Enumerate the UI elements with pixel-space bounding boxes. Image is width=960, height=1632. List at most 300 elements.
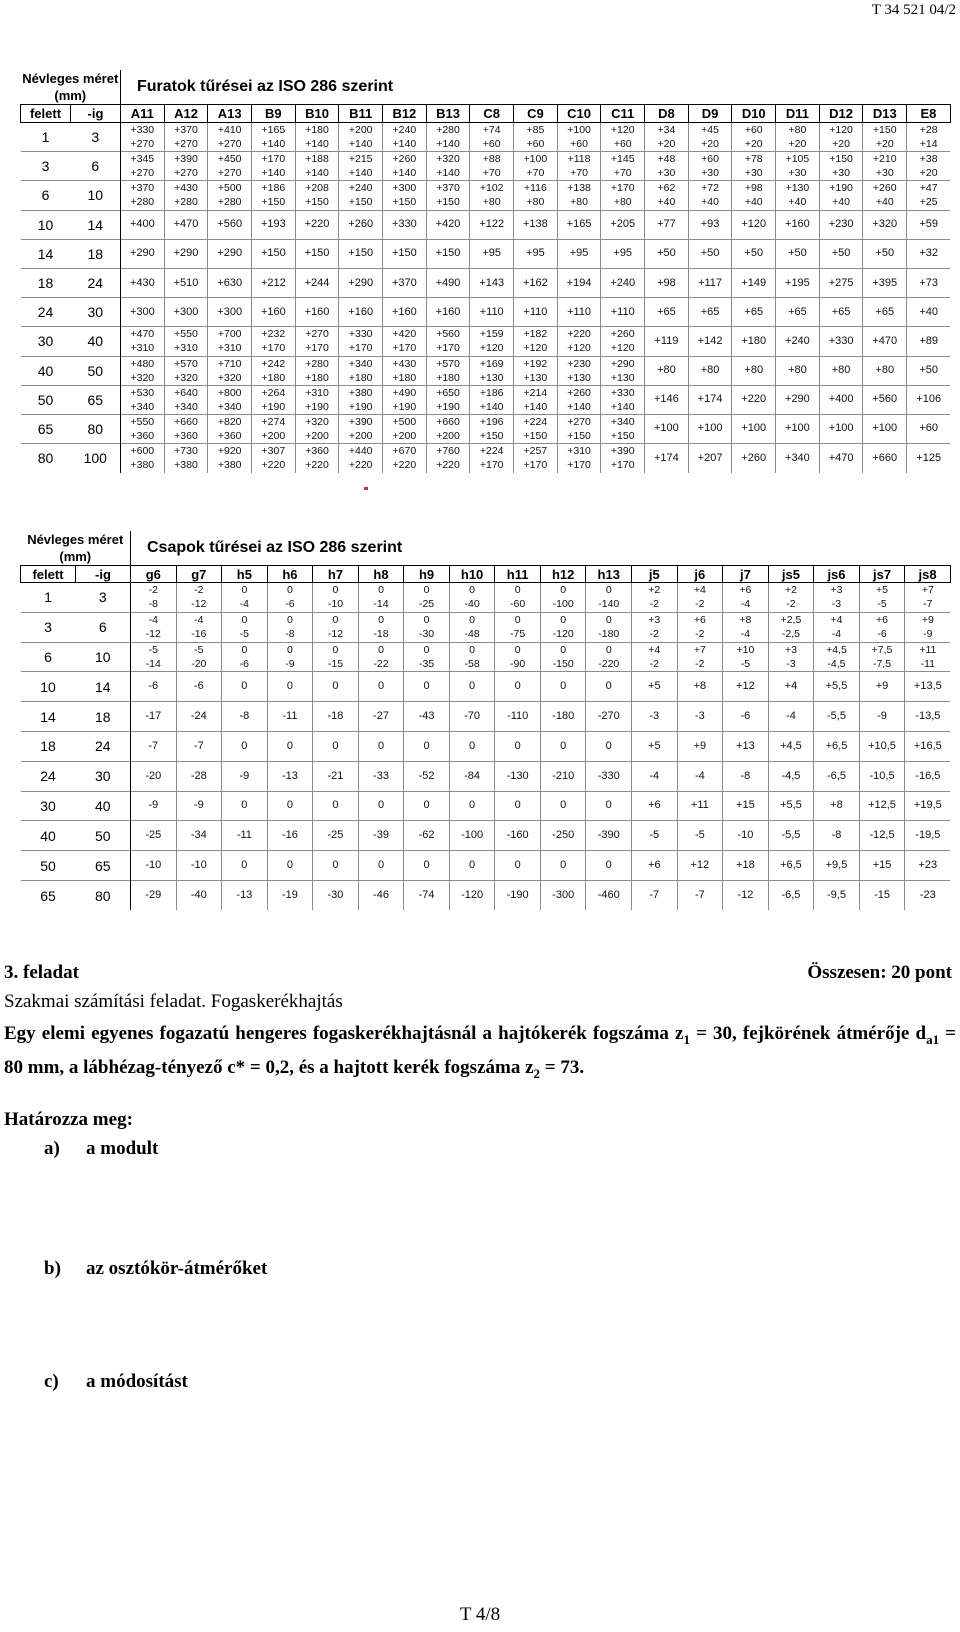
upper-deviation: +6 bbox=[693, 614, 706, 627]
upper-deviation: +440 bbox=[348, 445, 373, 458]
deviation-value: 0 bbox=[377, 680, 385, 693]
tolerance-cell bbox=[688, 268, 732, 297]
tolerance-cell bbox=[164, 239, 208, 268]
size-to: 10 bbox=[76, 642, 131, 672]
tolerance-cell bbox=[176, 851, 222, 881]
size-to: 18 bbox=[71, 239, 121, 268]
table-row bbox=[21, 761, 951, 791]
upper-deviation: +6 bbox=[876, 614, 889, 627]
lower-deviation: +140 bbox=[392, 138, 417, 151]
upper-deviation: +210 bbox=[872, 153, 897, 166]
deviation-value: +80 bbox=[875, 364, 895, 377]
tolerance-column-header: D13 bbox=[863, 105, 907, 123]
tolerance-cell bbox=[176, 880, 222, 910]
lower-deviation: +140 bbox=[567, 400, 591, 413]
upper-deviation: +120 bbox=[610, 124, 635, 137]
lower-deviation: +360 bbox=[174, 429, 198, 442]
upper-deviation: +190 bbox=[829, 182, 853, 195]
tolerance-cell bbox=[907, 356, 951, 385]
tolerance-cell bbox=[252, 298, 296, 327]
upper-deviation: +264 bbox=[261, 386, 286, 399]
deviation-value: +5 bbox=[648, 680, 661, 693]
tolerance-cell bbox=[131, 642, 177, 672]
deviation-value: +340 bbox=[785, 451, 810, 464]
lower-deviation: +70 bbox=[613, 167, 632, 180]
lower-deviation: +130 bbox=[567, 371, 591, 384]
lower-deviation: +280 bbox=[217, 196, 242, 209]
upper-deviation: +760 bbox=[436, 445, 460, 458]
tolerance-cell bbox=[723, 612, 769, 642]
upper-deviation: 0 bbox=[560, 643, 567, 656]
upper-deviation: +45 bbox=[701, 124, 719, 137]
deviation-value: 0 bbox=[469, 739, 476, 752]
tolerance-cell bbox=[222, 821, 268, 851]
size-from: 40 bbox=[21, 356, 71, 385]
tolerance-cell bbox=[814, 702, 860, 732]
tolerance-cell bbox=[495, 672, 541, 702]
tolerance-cell bbox=[383, 414, 427, 443]
deviation-value: 0 bbox=[423, 680, 430, 693]
tolerance-cell bbox=[557, 152, 601, 181]
tolerance-cell bbox=[208, 327, 252, 356]
deviation-value: -6 bbox=[148, 680, 159, 693]
tolerance-cell bbox=[905, 702, 951, 732]
upper-deviation: 0 bbox=[605, 614, 612, 627]
deviation-value: +510 bbox=[173, 276, 199, 289]
deviation-value: +230 bbox=[828, 218, 854, 231]
lower-deviation: +270 bbox=[174, 167, 198, 180]
tolerance-cell bbox=[776, 356, 820, 385]
deviation-value: -12,5 bbox=[869, 829, 895, 842]
question-a bbox=[44, 1138, 158, 1160]
lower-deviation: +180 bbox=[261, 371, 286, 384]
upper-deviation: +6 bbox=[739, 584, 752, 597]
lower-deviation: +150 bbox=[523, 429, 548, 442]
tolerance-cell bbox=[176, 702, 222, 732]
lower-deviation: +20 bbox=[919, 167, 938, 180]
deviation-value: +162 bbox=[522, 276, 548, 289]
task-subtitle: Szakmai számítási feladat. Fogaskerékhajtás bbox=[4, 991, 343, 1012]
tolerance-cell bbox=[907, 181, 951, 210]
tolerance-cell bbox=[131, 672, 177, 702]
tolerance-cell bbox=[426, 327, 470, 356]
lower-deviation: +140 bbox=[436, 138, 460, 151]
lower-deviation: +170 bbox=[436, 342, 460, 355]
upper-deviation: +650 bbox=[436, 386, 460, 399]
deviation-value: +180 bbox=[741, 334, 767, 347]
tolerance-cell bbox=[222, 583, 268, 613]
size-to: 50 bbox=[76, 821, 131, 851]
upper-deviation: +80 bbox=[788, 124, 807, 137]
deviation-value: +150 bbox=[435, 247, 461, 260]
deviation-value: +80 bbox=[744, 364, 764, 377]
tolerance-cell bbox=[404, 791, 450, 821]
deviation-value: -74 bbox=[418, 889, 435, 902]
upper-deviation: +98 bbox=[744, 182, 763, 195]
upper-deviation: +74 bbox=[482, 124, 501, 137]
tolerance-cell bbox=[252, 268, 296, 297]
upper-deviation: 0 bbox=[332, 614, 339, 627]
lower-deviation: +120 bbox=[610, 342, 635, 355]
tolerance-cell bbox=[449, 761, 495, 791]
deviation-value: +630 bbox=[217, 276, 243, 289]
tolerance-column-header: h9 bbox=[404, 566, 450, 583]
tolerance-cell bbox=[339, 298, 383, 327]
lower-deviation: +70 bbox=[526, 167, 545, 180]
upper-deviation: +100 bbox=[523, 153, 548, 166]
lower-deviation: +170 bbox=[567, 459, 591, 472]
upper-deviation: +530 bbox=[130, 386, 155, 399]
tolerance-cell bbox=[632, 821, 678, 851]
deviation-value: +300 bbox=[217, 305, 243, 318]
tolerance-cell bbox=[164, 385, 208, 414]
upper-deviation: 0 bbox=[423, 643, 430, 656]
deviation-value: +50 bbox=[919, 364, 939, 377]
upper-deviation: +8 bbox=[739, 614, 752, 627]
tolerance-cell bbox=[768, 821, 814, 851]
task-description bbox=[4, 1020, 956, 1088]
lower-deviation: +180 bbox=[392, 371, 417, 384]
tolerance-cell bbox=[814, 731, 860, 761]
deviation-value: +80 bbox=[657, 364, 676, 377]
tolerance-cell bbox=[540, 642, 586, 672]
deviation-value: -24 bbox=[190, 710, 207, 723]
tolerance-cell bbox=[586, 791, 632, 821]
tolerance-cell bbox=[383, 385, 427, 414]
lower-deviation: +190 bbox=[436, 400, 460, 413]
tolerance-cell bbox=[768, 880, 814, 910]
upper-deviation: +660 bbox=[174, 415, 198, 428]
table-row bbox=[21, 642, 951, 672]
tolerance-cell bbox=[495, 702, 541, 732]
tolerance-cell bbox=[586, 731, 632, 761]
tolerance-cell bbox=[252, 210, 296, 239]
upper-deviation: +320 bbox=[436, 153, 460, 166]
size-to: 14 bbox=[76, 672, 131, 702]
deviation-value: +300 bbox=[173, 305, 199, 318]
lower-deviation: +40 bbox=[701, 196, 719, 209]
tolerance-cell bbox=[339, 414, 383, 443]
size-to: 14 bbox=[71, 210, 121, 239]
deviation-value: -160 bbox=[506, 829, 529, 842]
upper-deviation: +4 bbox=[648, 643, 661, 656]
tolerance-column-header: j6 bbox=[677, 566, 723, 583]
tolerance-cell bbox=[295, 444, 339, 473]
tolerance-cell bbox=[131, 583, 177, 613]
deviation-value: 0 bbox=[332, 739, 339, 752]
deviation-value: +19,5 bbox=[913, 799, 942, 812]
tolerance-cell bbox=[404, 761, 450, 791]
lower-deviation: +140 bbox=[305, 167, 329, 180]
lower-deviation: +60 bbox=[613, 138, 632, 151]
tolerance-cell bbox=[905, 731, 951, 761]
deviation-value: -13,5 bbox=[915, 710, 941, 723]
tolerance-cell bbox=[383, 210, 427, 239]
upper-deviation: +340 bbox=[610, 415, 635, 428]
upper-deviation: +730 bbox=[174, 445, 198, 458]
lower-deviation: -12 bbox=[327, 628, 344, 641]
table-row bbox=[21, 181, 951, 210]
lower-deviation: -6 bbox=[239, 657, 250, 670]
tolerance-column-header: D8 bbox=[645, 105, 689, 123]
tolerance-cell bbox=[495, 821, 541, 851]
lower-deviation: +20 bbox=[875, 138, 894, 151]
size-from: 1 bbox=[21, 123, 71, 152]
deviation-value: -300 bbox=[552, 889, 575, 902]
upper-deviation: -5 bbox=[148, 643, 158, 656]
deviation-value: +138 bbox=[522, 218, 548, 231]
deviation-value: 0 bbox=[241, 859, 248, 872]
tolerance-cell bbox=[404, 612, 450, 642]
tolerance-cell bbox=[819, 181, 863, 210]
tolerance-column-header: js5 bbox=[768, 566, 814, 583]
lower-deviation: +120 bbox=[523, 342, 548, 355]
tolerance-cell bbox=[495, 612, 541, 642]
deviation-value: +65 bbox=[875, 305, 895, 318]
tolerance-cell bbox=[645, 385, 689, 414]
lower-deviation: +30 bbox=[875, 167, 894, 180]
deviation-value: 0 bbox=[286, 680, 293, 693]
tolerance-cell bbox=[905, 821, 951, 851]
tolerance-cell bbox=[404, 880, 450, 910]
tolerance-cell bbox=[383, 298, 427, 327]
deviation-value: +32 bbox=[919, 247, 939, 260]
deviation-value: -330 bbox=[597, 769, 620, 782]
deviation-value: +149 bbox=[741, 276, 767, 289]
tolerance-cell bbox=[449, 791, 495, 821]
lower-deviation: +180 bbox=[436, 371, 460, 384]
size-from: 40 bbox=[21, 821, 76, 851]
table-row bbox=[21, 210, 951, 239]
upper-deviation: +274 bbox=[261, 415, 286, 428]
tolerance-cell bbox=[632, 642, 678, 672]
table-row bbox=[21, 880, 951, 910]
deviation-value: +290 bbox=[348, 276, 374, 289]
deviation-value: +146 bbox=[654, 393, 679, 406]
deviation-value: -210 bbox=[552, 769, 575, 782]
tolerance-cell bbox=[645, 181, 689, 210]
lower-deviation: -25 bbox=[418, 598, 435, 611]
deviation-value: -110 bbox=[507, 710, 529, 723]
tolerance-cell bbox=[495, 851, 541, 881]
lower-deviation: +310 bbox=[217, 342, 242, 355]
deviation-value: +470 bbox=[173, 218, 199, 231]
lower-deviation: +140 bbox=[261, 138, 286, 151]
lower-deviation: -15 bbox=[327, 657, 344, 670]
deviation-value: +300 bbox=[129, 305, 155, 318]
upper-deviation: +345 bbox=[130, 153, 155, 166]
deviation-value: +95 bbox=[526, 247, 545, 260]
tolerance-cell bbox=[905, 880, 951, 910]
tolerance-cell bbox=[208, 239, 252, 268]
tolerance-cell bbox=[677, 731, 723, 761]
lower-deviation: +40 bbox=[657, 196, 676, 209]
lower-deviation: -180 bbox=[598, 628, 620, 641]
tolerance-cell bbox=[601, 444, 645, 473]
tolerance-cell bbox=[863, 123, 907, 152]
deviation-value: +290 bbox=[173, 247, 199, 260]
deviation-value: -9 bbox=[193, 799, 204, 812]
tolerance-column-header: h12 bbox=[540, 566, 586, 583]
deviation-value: -270 bbox=[597, 710, 620, 723]
lower-deviation: +140 bbox=[392, 167, 417, 180]
lower-deviation: +150 bbox=[392, 196, 417, 209]
upper-deviation: +208 bbox=[305, 182, 329, 195]
size-to: 3 bbox=[76, 583, 131, 613]
deviation-value: +13 bbox=[736, 739, 755, 752]
deviation-value: +65 bbox=[744, 305, 764, 318]
lower-deviation: -3 bbox=[786, 657, 796, 670]
shaft-tolerance-table bbox=[20, 531, 951, 910]
deviation-value: +150 bbox=[260, 247, 286, 260]
lower-deviation: +190 bbox=[305, 400, 329, 413]
deviation-value: +244 bbox=[304, 276, 330, 289]
tolerance-cell bbox=[404, 731, 450, 761]
deviation-value: 0 bbox=[332, 680, 339, 693]
tolerance-cell bbox=[449, 583, 495, 613]
lower-deviation: -4 bbox=[239, 598, 250, 611]
upper-deviation: +370 bbox=[174, 124, 198, 137]
upper-deviation: +118 bbox=[567, 153, 591, 166]
deviation-value: 0 bbox=[469, 859, 476, 872]
tolerance-cell bbox=[601, 298, 645, 327]
tolerance-cell bbox=[358, 642, 404, 672]
tolerance-cell bbox=[819, 298, 863, 327]
size-from: 65 bbox=[21, 880, 76, 910]
deviation-value: +150 bbox=[348, 247, 374, 260]
lower-deviation: -75 bbox=[510, 628, 526, 641]
tolerance-cell bbox=[404, 851, 450, 881]
deviation-value: +80 bbox=[831, 364, 851, 377]
upper-deviation: +550 bbox=[130, 415, 155, 428]
tolerance-cell bbox=[819, 152, 863, 181]
tolerance-cell bbox=[601, 356, 645, 385]
tolerance-cell bbox=[814, 821, 860, 851]
deviation-value: +174 bbox=[697, 393, 723, 406]
lower-deviation: +150 bbox=[305, 196, 329, 209]
lower-deviation: +30 bbox=[832, 167, 850, 180]
deviation-value: 0 bbox=[514, 859, 521, 872]
tolerance-cell bbox=[814, 761, 860, 791]
upper-deviation: +120 bbox=[829, 124, 853, 137]
deviation-value: +165 bbox=[566, 218, 592, 231]
tolerance-cell bbox=[732, 414, 776, 443]
tolerance-cell bbox=[540, 672, 586, 702]
tolerance-cell bbox=[586, 642, 632, 672]
deviation-value: 0 bbox=[560, 680, 567, 693]
from-header: felett bbox=[21, 105, 71, 123]
deviation-value: +5,5 bbox=[825, 680, 848, 693]
tolerance-cell bbox=[358, 731, 404, 761]
lower-deviation: -120 bbox=[552, 628, 574, 641]
lower-deviation: +140 bbox=[348, 138, 373, 151]
tolerance-cell bbox=[586, 880, 632, 910]
tolerance-cell bbox=[313, 702, 359, 732]
deviation-value: +12,5 bbox=[868, 799, 896, 812]
upper-deviation: +670 bbox=[392, 445, 417, 458]
tolerance-cell bbox=[176, 731, 222, 761]
lower-deviation: -2 bbox=[695, 628, 705, 641]
deviation-value: -9 bbox=[148, 799, 159, 812]
lower-deviation: +190 bbox=[261, 400, 286, 413]
tolerance-column-header: C10 bbox=[557, 105, 601, 123]
tolerance-cell bbox=[601, 385, 645, 414]
tolerance-cell bbox=[426, 152, 470, 181]
lower-deviation: +140 bbox=[523, 400, 548, 413]
deviation-value: -6 bbox=[740, 710, 751, 723]
desc-part-a: Egy elemi egyenes fogazatú hengeres fogaskerékhajtásnál a hajtókerék fogszáma z bbox=[4, 1023, 684, 1044]
tolerance-cell bbox=[267, 642, 313, 672]
tolerance-cell bbox=[267, 612, 313, 642]
deviation-value: +60 bbox=[919, 422, 939, 435]
tolerance-column-header: A11 bbox=[121, 105, 165, 123]
deviation-value: -4 bbox=[786, 710, 796, 723]
tolerance-cell bbox=[732, 152, 776, 181]
deviation-value: -8 bbox=[831, 829, 842, 842]
upper-deviation: +270 bbox=[567, 415, 591, 428]
lower-deviation: +320 bbox=[130, 371, 155, 384]
tolerance-cell bbox=[723, 880, 769, 910]
tolerance-cell bbox=[208, 268, 252, 297]
upper-deviation: +290 bbox=[610, 357, 635, 370]
tolerance-cell bbox=[540, 731, 586, 761]
deviation-value: +9 bbox=[693, 739, 707, 752]
tolerance-cell bbox=[252, 414, 296, 443]
lower-deviation: +170 bbox=[392, 342, 417, 355]
tolerance-cell bbox=[732, 444, 776, 473]
tolerance-cell bbox=[313, 672, 359, 702]
tolerance-cell bbox=[586, 702, 632, 732]
upper-deviation: 0 bbox=[241, 584, 248, 597]
size-from: 18 bbox=[21, 731, 76, 761]
lower-deviation: +140 bbox=[348, 167, 373, 180]
deviation-value: -4 bbox=[649, 769, 660, 782]
lower-deviation: -2 bbox=[649, 628, 659, 641]
tolerance-cell bbox=[208, 385, 252, 414]
deviation-value: 0 bbox=[377, 739, 385, 752]
lower-deviation: +180 bbox=[348, 371, 373, 384]
tolerance-cell bbox=[470, 268, 514, 297]
lower-deviation: +40 bbox=[788, 196, 807, 209]
upper-deviation: +240 bbox=[392, 124, 417, 137]
tolerance-cell bbox=[776, 239, 820, 268]
lower-deviation: -4 bbox=[740, 598, 751, 611]
size-to: 3 bbox=[71, 123, 121, 152]
upper-deviation: +500 bbox=[392, 415, 417, 428]
task-question-intro: Határozza meg: bbox=[4, 1109, 133, 1130]
tolerance-cell bbox=[339, 356, 383, 385]
tolerance-cell bbox=[164, 356, 208, 385]
tolerance-cell bbox=[426, 210, 470, 239]
upper-deviation: +490 bbox=[392, 386, 417, 399]
tolerance-cell bbox=[295, 356, 339, 385]
deviation-value: +275 bbox=[828, 276, 854, 289]
size-to: 40 bbox=[76, 791, 131, 821]
upper-deviation: +7,5 bbox=[871, 643, 893, 656]
tolerance-cell bbox=[776, 444, 820, 473]
lower-deviation: -2,5 bbox=[781, 628, 800, 641]
upper-deviation: 0 bbox=[378, 584, 384, 597]
tolerance-cell bbox=[557, 210, 601, 239]
question-letter: c) bbox=[44, 1371, 59, 1392]
tolerance-cell bbox=[426, 356, 470, 385]
tolerance-cell bbox=[557, 239, 601, 268]
question-letter: a) bbox=[44, 1138, 60, 1159]
tolerance-cell bbox=[645, 268, 689, 297]
question-text: a modult bbox=[86, 1138, 159, 1159]
tolerance-cell bbox=[814, 791, 860, 821]
deviation-value: 0 bbox=[423, 739, 430, 752]
